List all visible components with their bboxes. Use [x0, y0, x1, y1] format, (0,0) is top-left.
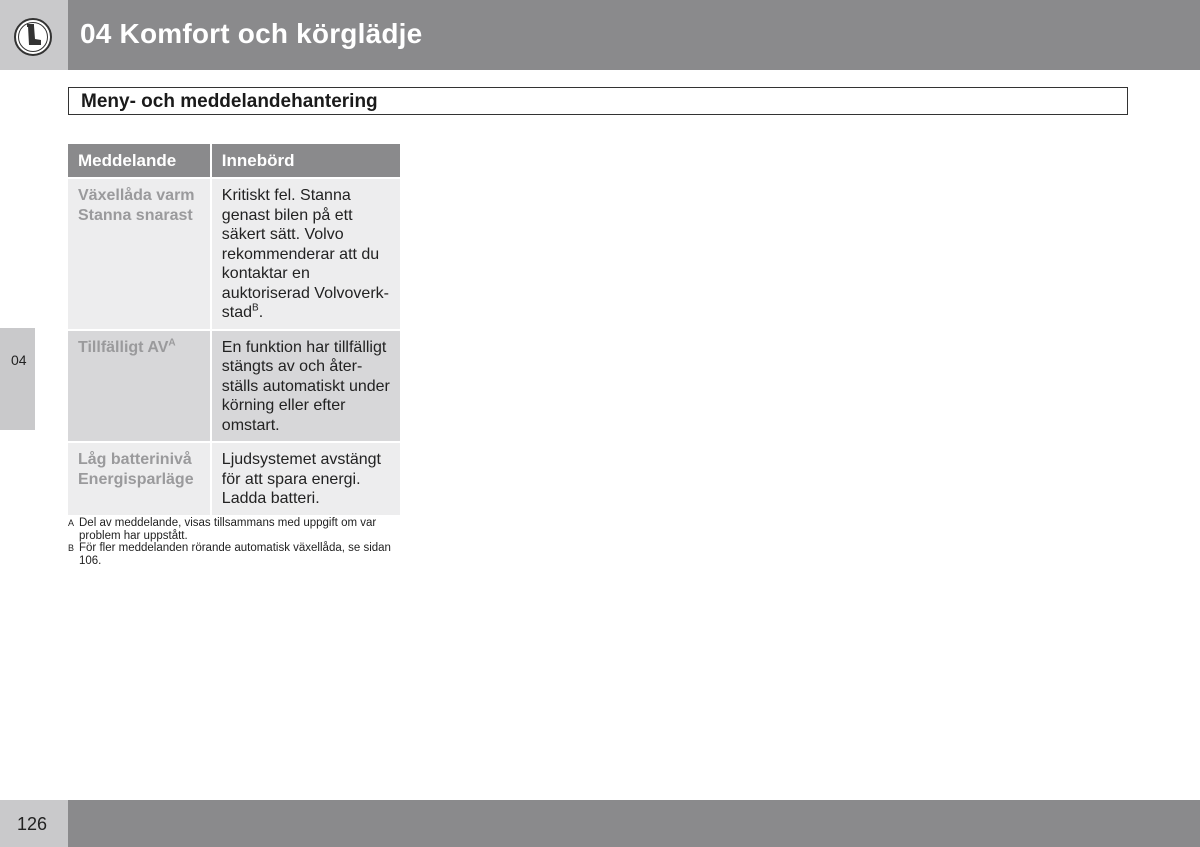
message-text: Energisparläge — [78, 470, 194, 488]
message-text: Växellåda varm — [78, 187, 195, 204]
message-text: Tillfälligt AV — [78, 338, 169, 356]
footnote-text: Del av meddelande, visas tillsammans med uppgift om var problem har uppstått. — [79, 517, 377, 542]
footnotes — [68, 517, 408, 567]
message-cell — [68, 177, 212, 329]
column-header-message: Meddelande — [68, 144, 212, 177]
page-number: 126 — [17, 814, 48, 834]
footnote-item — [68, 542, 408, 567]
table-header-row — [68, 144, 400, 177]
chapter-title: 04 Komfort och körglädje — [80, 18, 423, 49]
meaning-cell — [212, 177, 400, 329]
section-title: Meny- och meddelandehantering — [81, 91, 378, 112]
footnote-ref-a: A — [168, 337, 176, 349]
meaning-tail: . — [258, 304, 264, 321]
section-heading-box — [68, 87, 1128, 115]
meaning-cell — [212, 441, 400, 515]
meaning-text: En funktion har tillfälligt stängts av och återställs automatiskt under körning eller efter omstart. — [221, 338, 390, 434]
message-text: Låg batterinivå — [78, 451, 192, 468]
footnote-ref-b: B — [252, 302, 259, 314]
chapter-icon-box — [0, 0, 68, 70]
footnote-text: För fler meddelanden rörande automatisk växellåda, se sidan 106. — [79, 542, 391, 567]
side-tab-label: 04 — [11, 352, 27, 368]
chapter-side-tab — [0, 328, 35, 430]
message-cell — [68, 441, 212, 515]
table-row — [68, 329, 400, 442]
message-cell — [68, 329, 212, 442]
message-table — [68, 144, 400, 515]
table-row — [68, 441, 400, 515]
seat-icon — [13, 17, 53, 57]
table-row — [68, 177, 400, 329]
column-header-meaning: Innebörd — [212, 144, 400, 177]
message-text: Stanna snarast — [78, 206, 193, 224]
meaning-text: Ljudsystemet avstängt för att spara energi. Ladda batteri. — [221, 451, 381, 507]
footnote-mark: B — [68, 543, 75, 553]
page-footer — [0, 800, 1200, 847]
meaning-cell — [212, 329, 400, 442]
footnote-mark: A — [68, 518, 75, 528]
meaning-text: Kritiskt fel. Stanna genast bilen på ett säkert sätt. Volvo rekommenderar att du kontaktar en auktoriserad Volvoverkstad — [221, 187, 389, 321]
footnote-item — [68, 517, 408, 542]
page-number-box — [0, 800, 68, 847]
page-header — [0, 0, 1200, 70]
